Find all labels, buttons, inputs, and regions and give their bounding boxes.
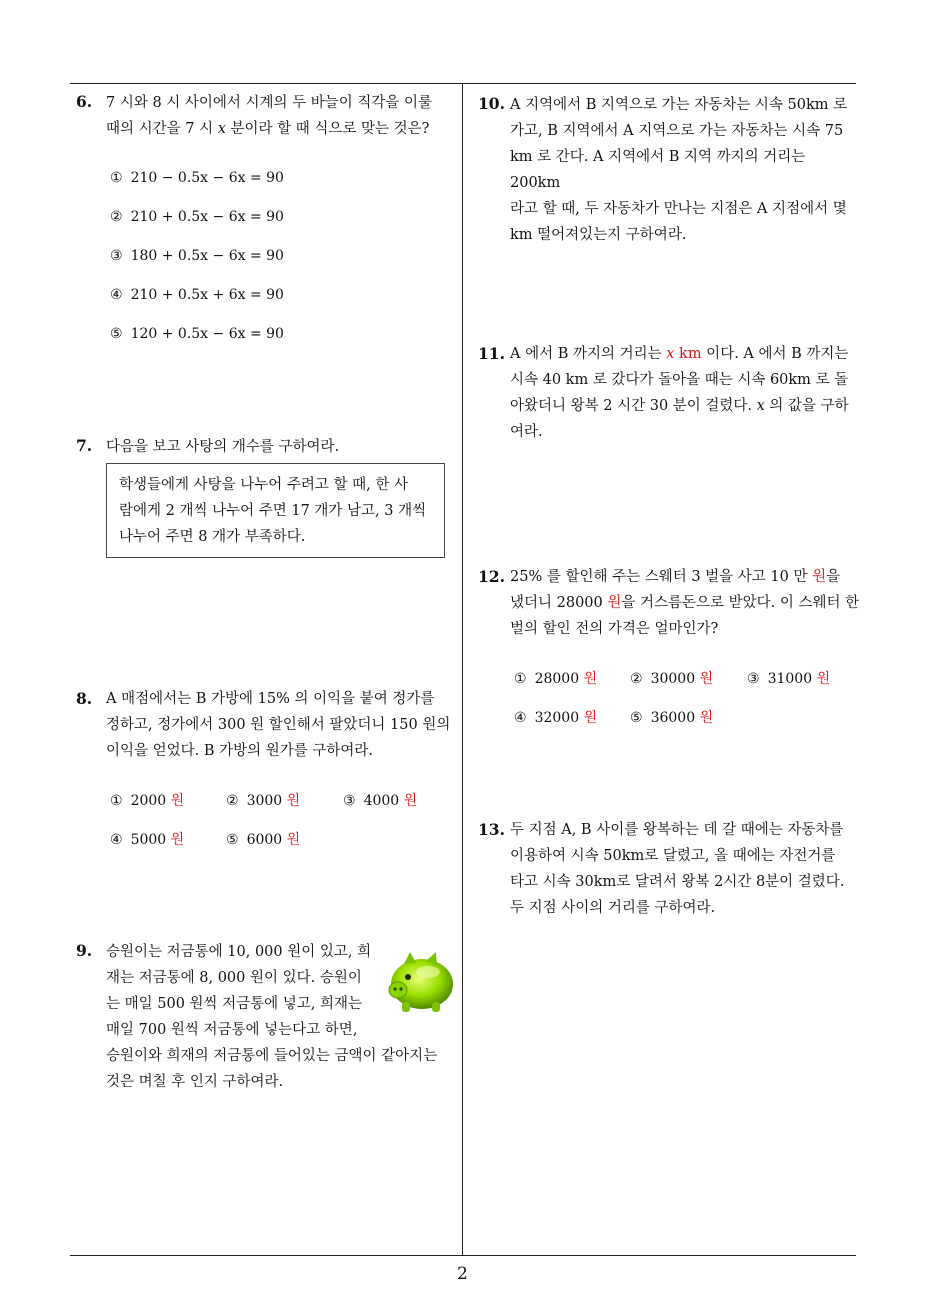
choice-mark: ③ — [110, 248, 123, 264]
var: x — [756, 398, 765, 414]
question-7-condition-box — [106, 463, 445, 558]
choice-mark: ④ — [110, 832, 123, 848]
question-10-text — [510, 92, 860, 248]
choice-number: 31000 — [767, 671, 813, 687]
question-8-line-2: 정하고, 정가에서 300 원 할인해서 팔았더니 150 원의 — [106, 717, 451, 733]
question-12-choice-5[interactable] — [630, 707, 713, 727]
question-10-line-1: A 지역에서 B 지역으로 가는 자동차는 시속 50km 로 — [510, 97, 848, 113]
choice-mark: ② — [226, 793, 239, 809]
line-pre: 25% 를 할인해 주는 스웨터 3 벌을 사고 10 만 — [510, 569, 813, 585]
choice-mark: ② — [630, 671, 643, 687]
question-6-choice-5[interactable] — [110, 326, 284, 342]
line-pre: 아왔더니 왕복 2 시간 30 분이 걸렸다. — [510, 398, 757, 414]
choice-mark: ① — [110, 793, 123, 809]
question-8-number: 8. — [76, 689, 93, 708]
question-8-line-3: 이익을 얻었다. B 가방의 원가를 구하여라. — [106, 743, 374, 759]
choice-number: 5000 — [130, 832, 167, 848]
question-9-number: 9. — [76, 941, 93, 960]
line-post: 을 — [826, 569, 841, 585]
question-10-line-5: km 떨어져있는지 구하여라. — [510, 227, 687, 243]
question-12-line-3: 벌의 할인 전의 가격은 얼마인가? — [510, 621, 719, 637]
question-11-line-2: 시속 40 km 로 갔다가 돌아올 때는 시속 60km 로 돌 — [510, 372, 849, 388]
choice-mark: ⑤ — [630, 710, 643, 726]
question-6-number: 6. — [76, 92, 93, 111]
question-9-line-4: 매일 700 원씩 저금통에 넣는다고 하면, — [106, 1022, 358, 1038]
choice-number: 3000 — [246, 793, 283, 809]
choice-mark: ② — [110, 209, 123, 225]
choice-number: 32000 — [534, 710, 580, 726]
choice-unit: 원 — [403, 793, 418, 809]
choice-mark: ⑤ — [226, 832, 239, 848]
choice-unit: 원 — [170, 832, 185, 848]
choice-unit: 원 — [699, 710, 714, 726]
question-6-var: x — [217, 121, 226, 137]
choice-text: 210 + 0.5x + 6x = 90 — [130, 287, 284, 303]
question-11-line-1 — [510, 341, 860, 367]
box-line-3: 나누어 주면 8 개가 부족하다. — [119, 529, 306, 545]
question-11-line-3 — [510, 393, 860, 419]
question-8-line-1: A 매점에서는 B 가방에 15% 의 이익을 붙여 정가를 — [106, 691, 435, 707]
question-6-choice-1[interactable] — [110, 170, 284, 186]
question-6-line-2 — [106, 116, 456, 142]
choice-unit: 원 — [583, 710, 598, 726]
question-6-line-2-pre: 때의 시간을 7 시 — [106, 121, 218, 137]
question-6-line-2-post: 분이라 할 때 식으로 맞는 것은? — [225, 121, 430, 137]
question-12-number: 12. — [478, 567, 505, 586]
distance-variable — [666, 346, 701, 362]
won-unit: 원 — [812, 569, 827, 585]
question-13-line-1: 두 지점 A, B 사이를 왕복하는 데 갈 때에는 자동차를 — [510, 822, 844, 838]
question-12-choice-2[interactable] — [630, 668, 713, 688]
question-11-line-4: 여라. — [510, 424, 543, 440]
choice-text: 210 + 0.5x − 6x = 90 — [130, 209, 284, 225]
question-6-text — [106, 90, 456, 142]
question-13-line-4: 두 지점 사이의 거리를 구하여라. — [510, 900, 716, 916]
choice-mark: ① — [110, 170, 123, 186]
choice-number: 2000 — [130, 793, 167, 809]
question-10-line-4: 라고 할 때, 두 자동차가 만나는 지점은 A 지점에서 몇 — [510, 201, 847, 217]
line-post: 이다. A 에서 B 까지는 — [701, 346, 849, 362]
choice-unit: 원 — [699, 671, 714, 687]
var: x — [666, 346, 675, 362]
choice-mark: ③ — [343, 793, 356, 809]
choice-number: 6000 — [246, 832, 283, 848]
question-13-text — [510, 817, 860, 921]
choice-mark: ④ — [110, 287, 123, 303]
choice-text: 180 + 0.5x − 6x = 90 — [130, 248, 284, 264]
line-pre: A 에서 B 까지의 거리는 — [510, 346, 667, 362]
question-13-number: 13. — [478, 820, 505, 839]
question-10-number: 10. — [478, 94, 505, 113]
question-12-line-2 — [510, 590, 860, 616]
choice-number: 4000 — [363, 793, 400, 809]
question-12-line-1 — [510, 564, 860, 590]
box-line-2: 람에게 2 개씩 나누어 주면 17 개가 남고, 3 개씩 — [119, 503, 427, 519]
box-line-1: 학생들에게 사탕을 나누어 주려고 할 때, 한 사 — [119, 477, 408, 493]
choice-mark: ① — [514, 671, 527, 687]
question-11-number: 11. — [478, 344, 505, 363]
choice-number: 30000 — [650, 671, 696, 687]
question-7-number: 7. — [76, 436, 93, 455]
question-6-choice-3[interactable] — [110, 248, 284, 264]
question-6-choice-2[interactable] — [110, 209, 284, 225]
line-pre: 냈더니 28000 — [510, 595, 608, 611]
choice-mark: ④ — [514, 710, 527, 726]
question-9-line-1: 승원이는 저금통에 10, 000 원이 있고, 희 — [106, 944, 372, 960]
question-9-line-5: 승원이와 희재의 저금통에 들어있는 금액이 같아지는 — [106, 1048, 438, 1064]
question-8-choice-2[interactable] — [226, 790, 300, 810]
question-12-text — [510, 564, 860, 642]
choice-text: 210 − 0.5x − 6x = 90 — [130, 170, 284, 186]
question-9-line-2: 재는 저금통에 8, 000 원이 있다. 승원이 — [106, 970, 362, 986]
bottom-rule — [70, 1255, 856, 1256]
question-12-choice-1[interactable] — [514, 668, 597, 688]
question-12-choice-3[interactable] — [747, 668, 830, 688]
question-13-line-2: 이용하여 시속 50km로 달렸고, 올 때에는 자전거를 — [510, 848, 836, 864]
choice-unit: 원 — [286, 793, 301, 809]
column-divider — [462, 83, 463, 1255]
question-8-choice-3[interactable] — [343, 790, 417, 810]
choice-number: 28000 — [534, 671, 580, 687]
choice-mark: ③ — [747, 671, 760, 687]
question-9-line-6: 것은 며칠 후 인지 구하여라. — [106, 1074, 284, 1090]
question-10-line-3: km 로 간다. A 지역에서 B 지역 까지의 거리는 200km — [510, 149, 806, 191]
question-13-line-3: 타고 시속 30km로 달려서 왕복 2시간 8분이 걸렸다. — [510, 874, 845, 890]
question-8-text — [106, 686, 456, 764]
question-6-line-1: 7 시와 8 시 사이에서 시계의 두 바늘이 직각을 이룰 — [106, 95, 433, 111]
line-post: 의 값을 구하 — [764, 398, 849, 414]
question-12-choice-4[interactable] — [514, 707, 597, 727]
page-number: 2 — [457, 1264, 468, 1284]
won-unit: 원 — [607, 595, 622, 611]
line-post: 을 거스름돈으로 받았다. 이 스웨터 한 — [621, 595, 860, 611]
choice-mark: ⑤ — [110, 326, 123, 342]
choice-number: 36000 — [650, 710, 696, 726]
top-rule — [70, 83, 856, 84]
question-6-choice-4[interactable] — [110, 287, 284, 303]
unit: km — [679, 346, 702, 362]
piggy-bank-icon — [382, 944, 458, 1020]
choice-unit: 원 — [170, 793, 185, 809]
question-8-choice-4[interactable] — [110, 829, 184, 849]
choice-text: 120 + 0.5x − 6x = 90 — [130, 326, 284, 342]
question-10-line-2: 가고, B 지역에서 A 지역으로 가는 자동차는 시속 75 — [510, 123, 844, 139]
question-9-line-3: 는 매일 500 원씩 저금통에 넣고, 희재는 — [106, 996, 363, 1012]
question-11-text — [510, 341, 860, 445]
question-8-choice-5[interactable] — [226, 829, 300, 849]
question-8-choice-1[interactable] — [110, 790, 184, 810]
choice-unit: 원 — [583, 671, 598, 687]
choice-unit: 원 — [816, 671, 831, 687]
choice-unit: 원 — [286, 832, 301, 848]
question-7-text: 다음을 보고 사탕의 개수를 구하여라. — [106, 439, 340, 455]
